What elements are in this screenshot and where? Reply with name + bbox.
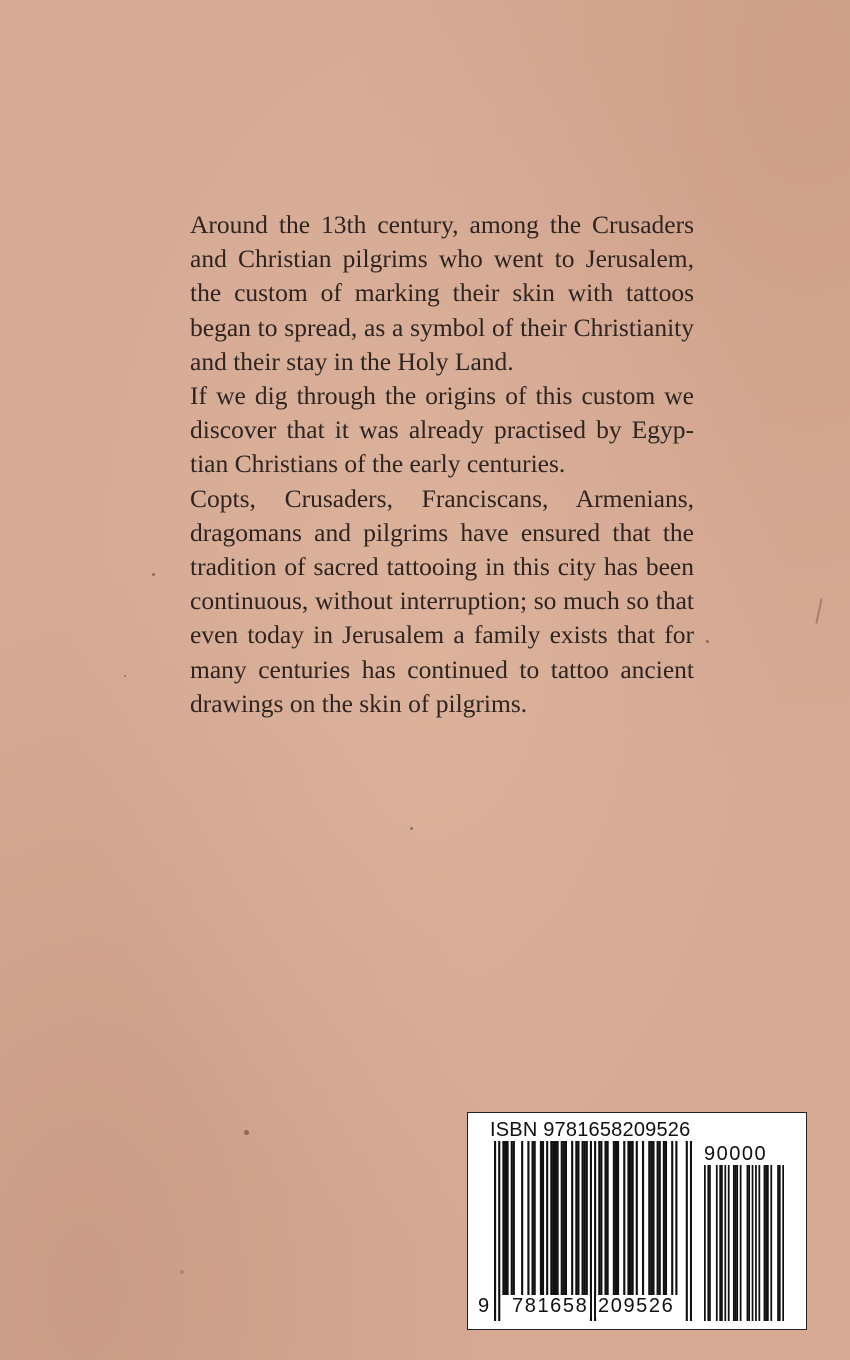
barcode-bar [565, 1141, 567, 1295]
addon-bar [767, 1165, 769, 1321]
addon-bar [733, 1165, 735, 1321]
barcode-bar [636, 1141, 638, 1295]
barcode-digits-right: 209526 [598, 1295, 675, 1317]
barcode-bar [542, 1141, 544, 1295]
barcode-bar [563, 1141, 565, 1295]
addon-bars [704, 1165, 784, 1321]
barcode-bar [504, 1141, 506, 1295]
paper-speck [244, 1130, 249, 1135]
barcode-bar [521, 1141, 523, 1295]
barcode-bar [629, 1141, 631, 1295]
ean13-bars [494, 1141, 692, 1321]
addon-bar [736, 1165, 738, 1321]
barcode-bar [632, 1141, 634, 1295]
barcode-bar [598, 1141, 600, 1295]
barcode-bar [557, 1141, 559, 1295]
barcode-bar [561, 1141, 563, 1295]
addon-bar [709, 1165, 711, 1321]
barcode-bar [642, 1141, 644, 1295]
barcode-bar [527, 1141, 529, 1295]
barcode-bar [665, 1141, 667, 1295]
barcode-bar [686, 1141, 688, 1321]
barcode-bar [627, 1141, 629, 1295]
addon-bar [748, 1165, 750, 1321]
addon-bar [728, 1165, 730, 1321]
addon-bar [752, 1165, 754, 1321]
barcode-bar [600, 1141, 602, 1295]
addon-bar [770, 1165, 772, 1321]
paper-speck [706, 640, 709, 643]
barcode-bar [513, 1141, 515, 1295]
barcode-bar [502, 1141, 504, 1295]
addon-bar [779, 1165, 781, 1321]
barcode-bar [615, 1141, 617, 1295]
addon-bar [747, 1165, 749, 1321]
back-cover-blurb [190, 208, 694, 721]
barcode-bar [498, 1141, 500, 1321]
barcode-bar [586, 1141, 588, 1295]
barcode-bar [613, 1141, 615, 1295]
addon-bar [716, 1165, 718, 1321]
paper-speck [410, 827, 413, 830]
price-code: 90000 [704, 1143, 768, 1165]
barcode-digit-first: 9 [478, 1295, 491, 1317]
barcode-bar [532, 1141, 534, 1295]
blurb-paragraph-3: Copts, Crusaders, Franciscans, Armenians, dragomans and pilgrims have ensured that the tradition of sacred tattooing in this city has been continuous, without interruption; so much so that even today in Jerusalem a family exists that for many centuries has continued to tattoo ancient drawings on the skin of pilgrims. [190, 483, 694, 718]
barcode-bar [546, 1141, 548, 1295]
blurb-paragraph-1: Around the 13th century, among the Crusaders and Christian pilgrims who went to Jerusalem, the custom of marking their skin with tattoos began to spread, as a symbol of their Christianity and their stay in the Holy Land. [190, 210, 694, 376]
barcode-bar [623, 1141, 625, 1295]
isbn-label: ISBN 9781658209526 [490, 1119, 691, 1141]
paper-scratch [815, 598, 822, 624]
barcode-bar [507, 1141, 509, 1295]
paper-speck [124, 675, 126, 677]
barcode-bar [607, 1141, 609, 1295]
barcode-bar [554, 1141, 556, 1295]
barcode-bar [671, 1141, 673, 1295]
barcode-bar [657, 1141, 659, 1295]
barcode-bar [590, 1141, 592, 1321]
barcode-bar [511, 1141, 513, 1295]
barcode-bar [550, 1141, 552, 1295]
barcode-bar [584, 1141, 586, 1295]
addon-bar [707, 1165, 709, 1321]
paper-speck [152, 573, 155, 576]
barcode-bar [594, 1141, 596, 1321]
addon-bar [719, 1165, 721, 1321]
addon-bar [704, 1165, 706, 1321]
barcode-bar [534, 1141, 536, 1295]
barcode-bar [571, 1141, 573, 1295]
barcode-bar [575, 1141, 577, 1295]
barcode-bar [577, 1141, 579, 1295]
barcode-bar [582, 1141, 584, 1295]
isbn-barcode [467, 1112, 807, 1330]
addon-bar [724, 1165, 726, 1321]
blurb-paragraph-2: If we dig through the origins of this custom we discover that it was already practised by Egyptian Christians of the early centuries. [190, 381, 694, 479]
addon-bar [735, 1165, 737, 1321]
addon-bar [782, 1165, 784, 1321]
addon-bar [721, 1165, 723, 1321]
addon-bar [765, 1165, 767, 1321]
barcode-bar [690, 1141, 692, 1321]
addon-bar [777, 1165, 779, 1321]
addon-bar [764, 1165, 766, 1321]
barcode-bar [494, 1141, 496, 1321]
barcode-bar [604, 1141, 606, 1295]
addon-bar [758, 1165, 760, 1321]
barcode-bar [540, 1141, 542, 1295]
barcode-bar [648, 1141, 650, 1295]
addon-bar [755, 1165, 757, 1321]
barcode-bar [659, 1141, 661, 1295]
paper-speck [180, 1270, 184, 1274]
barcode-bar [650, 1141, 652, 1295]
addon-bar [740, 1165, 742, 1321]
barcode-bar [652, 1141, 654, 1295]
barcode-bar [552, 1141, 554, 1295]
barcode-bar [617, 1141, 619, 1295]
barcode-digits-left: 781658 [512, 1295, 589, 1317]
barcode-bar [663, 1141, 665, 1295]
barcode-bar [675, 1141, 677, 1295]
